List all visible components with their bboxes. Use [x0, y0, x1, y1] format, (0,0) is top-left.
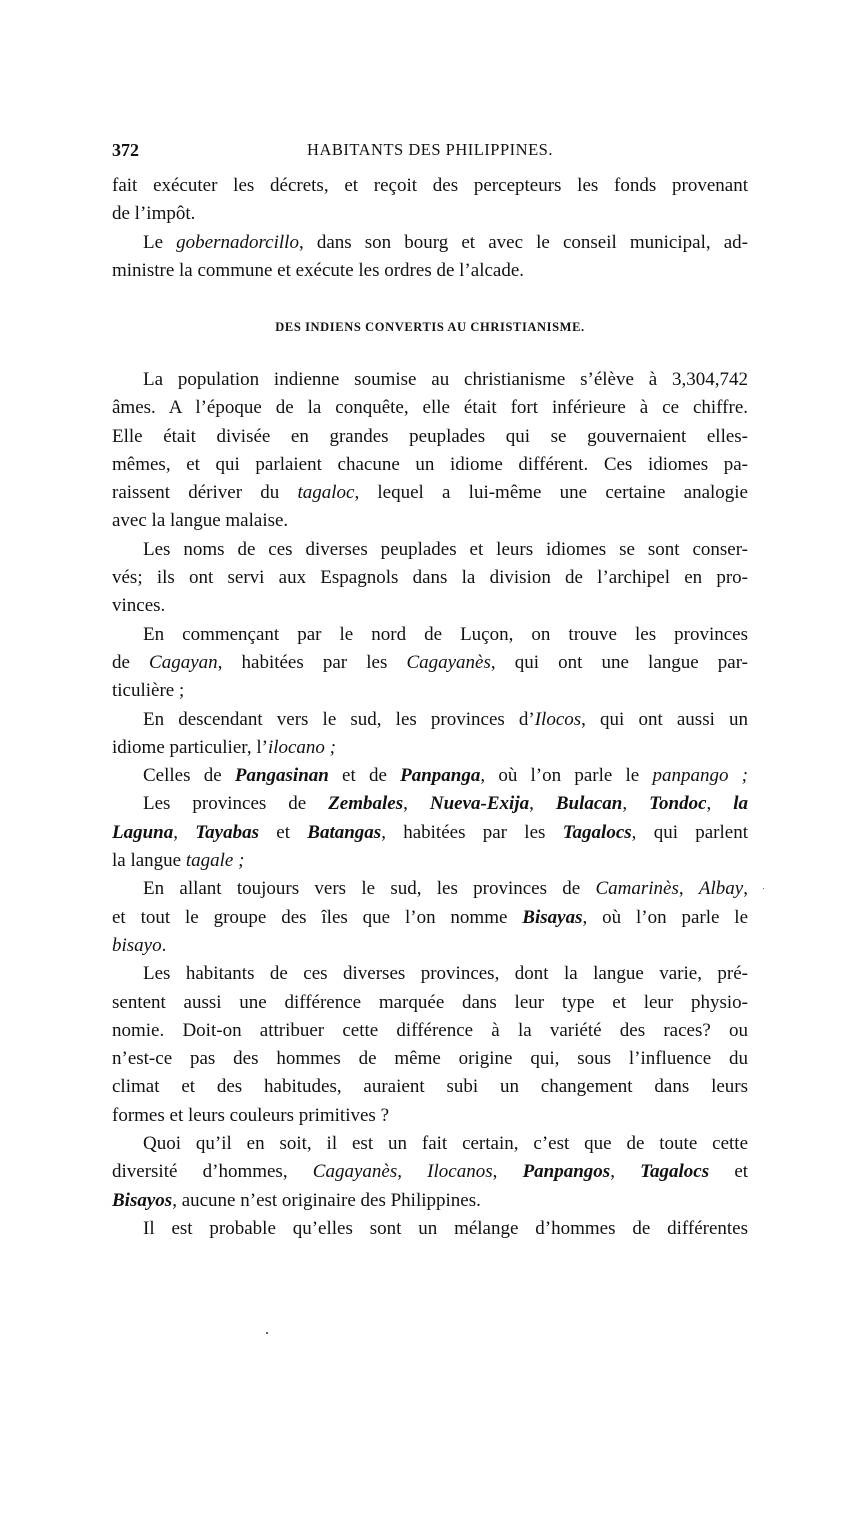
italic-term: Camarinès	[595, 878, 679, 900]
print-speck	[266, 1332, 268, 1334]
text-line: vés; ils ont servi aux Espagnols dans la division de l’archipel en pro-	[112, 567, 748, 589]
italic-term: Bulacan	[555, 793, 623, 815]
italic-term: Nueva-Exija	[429, 793, 530, 815]
italic-term: Tagalocs	[640, 1161, 710, 1183]
section-heading: DES INDIENS CONVERTIS AU CHRISTIANISME.	[275, 320, 585, 334]
italic-term: Batangas	[307, 821, 382, 843]
text-line: En descendant vers le sud, les provinces d’Ilocos, qui ont aussi un	[143, 708, 748, 730]
text-line: Les provinces de Zembales, Nueva-Exija, Bulacan, Tondoc, la	[143, 793, 749, 815]
text-line: ministre la commune et exécute les ordres de l’alcade.	[112, 259, 525, 281]
body-text	[112, 366, 748, 1243]
text-line: diversité d’hommes, Cagayanès, Ilocanos, Panpangos, Tagalocs et	[112, 1161, 749, 1183]
text-line: Le gobernadorcillo, dans son bourg et avec le conseil municipal, ad-	[143, 231, 748, 253]
text-line: raissent dériver du tagaloc, lequel a lui-même une certaine analogie	[112, 482, 748, 504]
text-line: et tout le groupe des îles que l’on nomme Bisayas, où l’on parle le	[112, 906, 748, 928]
italic-term: ilocano ;	[267, 736, 337, 758]
text-line: de l’impôt.	[112, 203, 196, 225]
italic-term: Tagalocs	[562, 821, 632, 843]
text-line: de Cagayan, habitées par les Cagayanès, qui ont une langue par-	[112, 651, 749, 673]
italic-term: Bisayos	[112, 1189, 173, 1211]
italic-term: Bisayas	[522, 906, 583, 928]
text-line: Elle était divisée en grandes peuplades qui se gouvernaient elles-	[112, 425, 748, 447]
text-line: sentent aussi une différence marquée dans leur type et leur physio-	[112, 991, 748, 1013]
text-line: fait exécuter les décrets, et reçoit des percepteurs les fonds provenant	[112, 175, 748, 196]
italic-term: Panpangos	[522, 1161, 611, 1183]
text-line: nomie. Doit-on attribuer cette différence à la variété des races? ou	[112, 1019, 748, 1041]
italic-term: tagale ;	[185, 850, 245, 872]
text-line: mêmes, et qui parlaient chacune un idiome différent. Ces idiomes pa-	[112, 453, 748, 475]
text-line: Il est probable qu’elles sont un mélange d’hommes de différentes	[143, 1217, 748, 1239]
text-line: En allant toujours vers le sud, les provinces de Camarinès, Albay,	[143, 878, 748, 900]
running-head	[112, 138, 748, 162]
italic-term: Tondoc	[649, 793, 707, 815]
text-line: idiome particulier, l’ilocano ;	[112, 736, 337, 758]
italic-term: Ilocos	[534, 708, 582, 730]
italic-term: Ilocanos	[427, 1161, 493, 1183]
text-line: la langue tagale ;	[112, 850, 245, 872]
italic-term: Tayabas	[195, 821, 259, 843]
italic-term: Laguna	[112, 821, 174, 843]
text-line: âmes. A l’époque de la conquête, elle était fort inférieure à ce chiffre.	[112, 397, 748, 419]
text-line: Quoi qu’il en soit, il est un fait certain, c’est que de toute cette	[143, 1133, 748, 1155]
running-title: HABITANTS DES PHILIPPINES.	[307, 139, 553, 160]
text-line: Laguna, Tayabas et Batangas, habitées par les Tagalocs, qui parlent	[112, 821, 748, 843]
text-line: Les habitants de ces diverses provinces, dont la langue varie, pré-	[143, 963, 748, 985]
text-line: n’est-ce pas des hommes de même origine qui, sous l’influence du	[112, 1048, 748, 1070]
text-line: ticulière ;	[112, 680, 185, 702]
page-number: 372	[112, 140, 139, 160]
italic-term: Albay	[698, 878, 744, 900]
italic-term: Panpanga	[400, 765, 481, 787]
italic-term: gobernadorcillo	[176, 231, 299, 253]
italic-term: Cagayanès	[406, 651, 491, 673]
italic-term: Cagayanès	[312, 1161, 398, 1183]
text-line: Celles de Pangasinan et de Panpanga, où l’on parle le panpango ;	[143, 765, 748, 787]
text-line: Les noms de ces diverses peuplades et leurs idiomes se sont conser-	[143, 538, 748, 560]
italic-term: Pangasinan	[234, 765, 329, 787]
italic-term: tagaloc	[297, 482, 355, 504]
italic-term: la	[733, 793, 749, 815]
print-speck	[763, 888, 764, 889]
text-line: Bisayos, aucune n’est originaire des Philippines.	[112, 1189, 481, 1211]
text-line: La population indienne soumise au christianisme s’élève à 3,304,742	[143, 369, 748, 390]
text-line: En commençant par le nord de Luçon, on trouve les provinces	[143, 623, 748, 645]
italic-term: bisayo	[112, 934, 162, 956]
text-line: bisayo.	[112, 934, 167, 956]
italic-term: Zembales	[328, 793, 404, 815]
text-line: climat et des habitudes, auraient subi un changement dans leurs	[112, 1076, 748, 1098]
text-line: formes et leurs couleurs primitives ?	[112, 1104, 390, 1126]
italic-term: Cagayan	[149, 651, 218, 673]
text-line: vinces.	[112, 595, 166, 617]
text-line: avec la langue malaise.	[112, 510, 289, 532]
italic-term: panpango ;	[652, 765, 748, 787]
opening-text	[112, 172, 748, 285]
